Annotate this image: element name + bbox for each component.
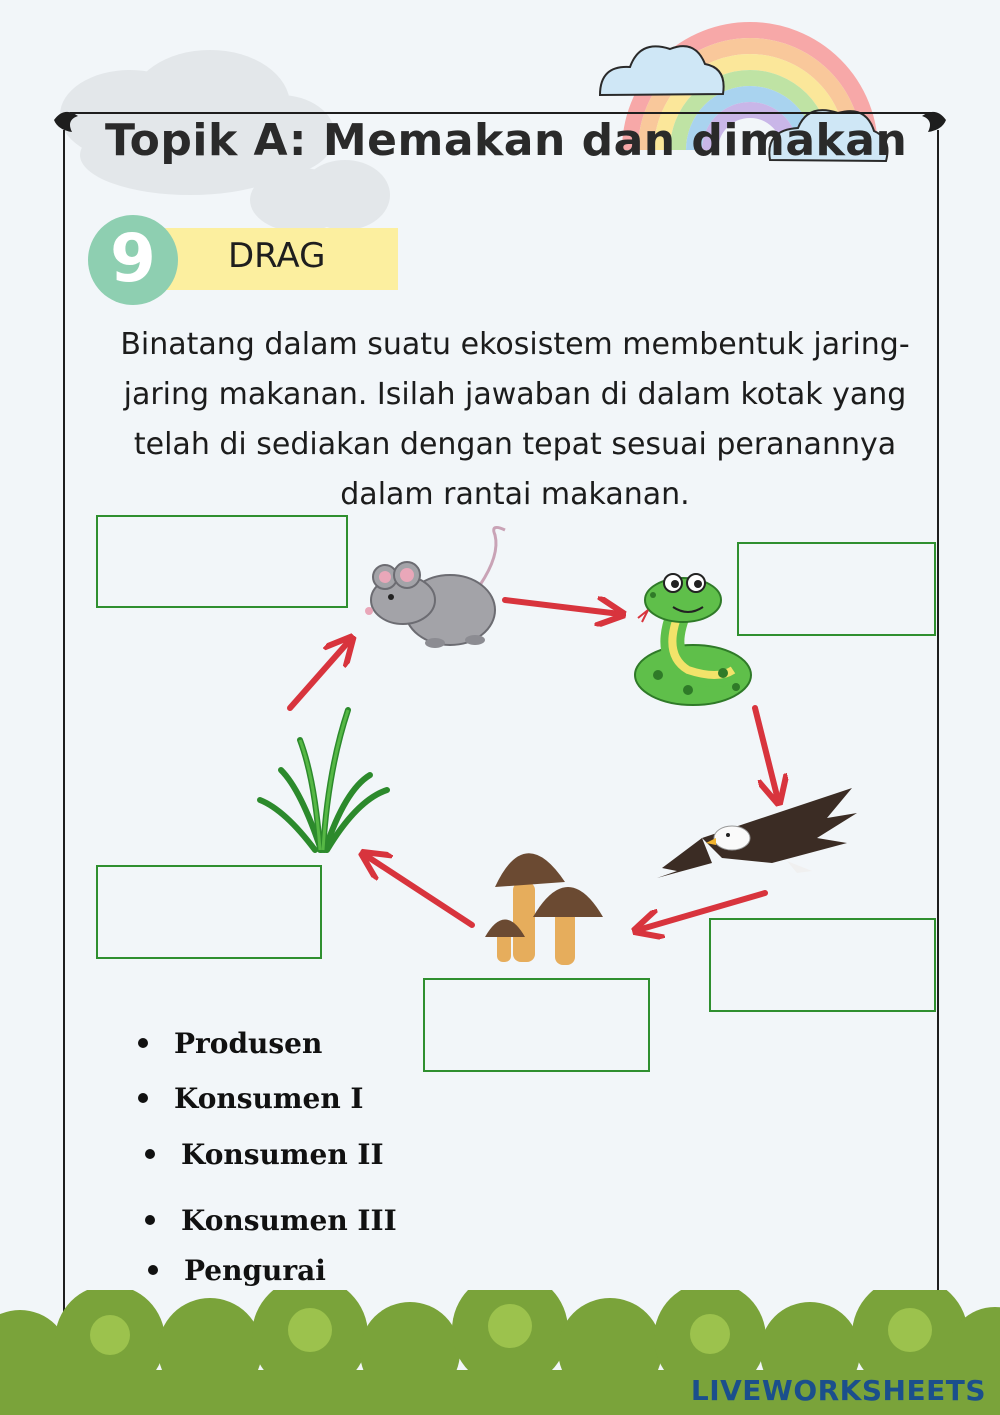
mushroom-icon (485, 832, 610, 967)
snake-icon (628, 555, 758, 710)
instruction-line: Binatang dalam suatu ekosistem membentuk jaring- (120, 327, 910, 362)
mode-label: DRAG (228, 236, 326, 276)
bullet-dot (148, 1265, 158, 1275)
question-number: 9 (88, 215, 178, 305)
instruction-line: jaring makanan. Isilah jawaban di dalam kotak yang (123, 377, 907, 412)
mouse-icon (355, 515, 525, 660)
option-konsumen-1[interactable]: Konsumen I (138, 1082, 364, 1115)
arrow-eagle-to-mushroom (638, 893, 765, 930)
brand-logo: LIVEWORKSHEETS (690, 1374, 986, 1407)
option-produsen[interactable]: Produsen (138, 1027, 322, 1060)
eagle-icon (652, 783, 862, 883)
bullet-dot (145, 1215, 155, 1225)
option-konsumen-3[interactable]: Konsumen III (145, 1204, 397, 1237)
arrow-mushroom-to-grass (365, 855, 472, 925)
bullet-dot (138, 1093, 148, 1103)
bullet-dot (138, 1038, 148, 1048)
grass-icon (255, 705, 395, 855)
option-konsumen-2[interactable]: Konsumen II (145, 1138, 384, 1171)
bullet-dot (145, 1149, 155, 1159)
arrow-grass-to-mouse (290, 640, 350, 708)
page-title: Topik A: Memakan dan dimakan (105, 115, 908, 166)
option-pengurai[interactable]: Pengurai (148, 1254, 326, 1287)
instruction-line: telah di sediakan dengan tepat sesuai peranannya (133, 427, 897, 462)
instruction-line: dalam rantai makanan. (340, 477, 690, 512)
